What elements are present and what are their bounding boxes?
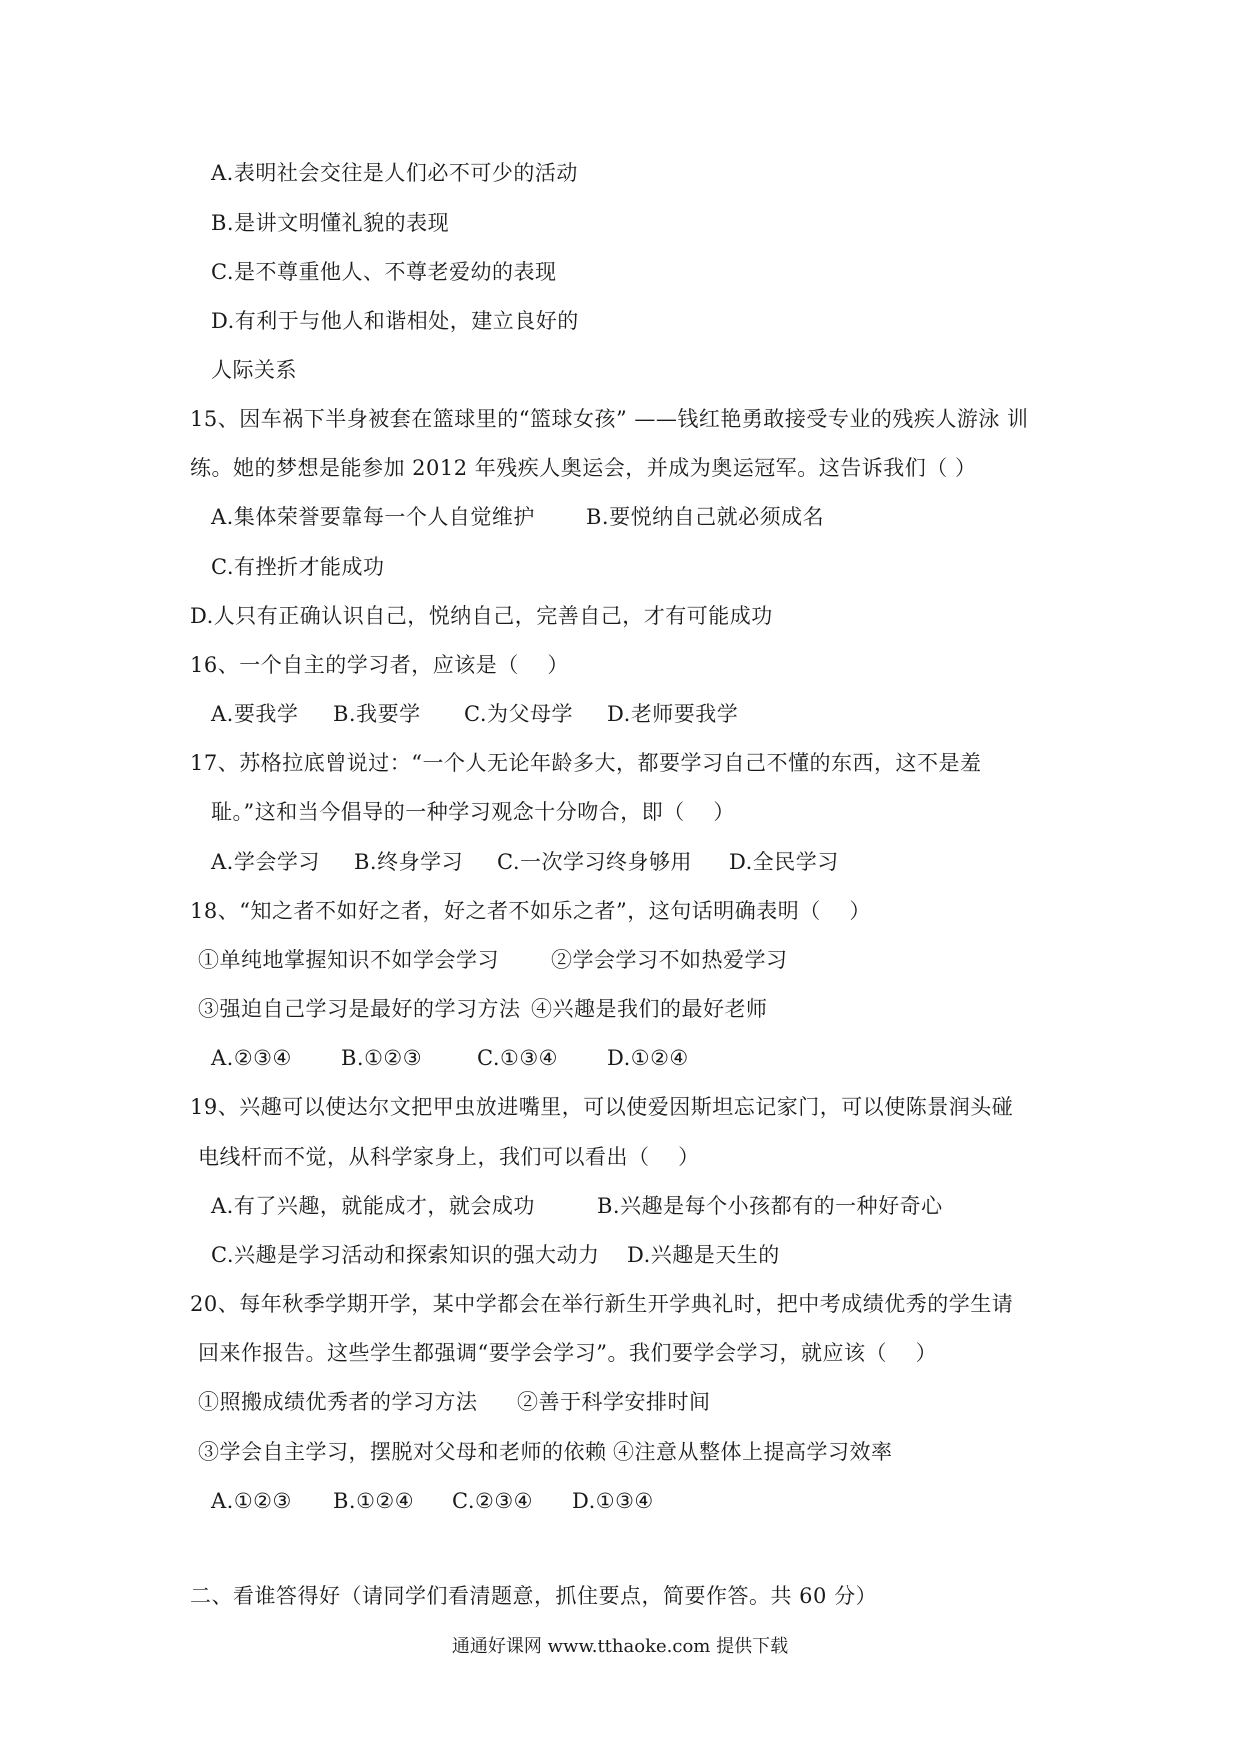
q19-stem-line1: 19、兴趣可以使达尔文把甲虫放进嘴里，可以使爱因斯坦忘记家门，可以使陈景润头碰 bbox=[190, 1095, 1014, 1119]
q18-statement-1: ①单纯地掌握知识不如学会学习 bbox=[198, 948, 499, 972]
q18-stem: 18、“知之者不如好之者，好之者不如乐之者”，这句话明确表明（ ） bbox=[190, 899, 871, 923]
q15-stem-line2: 练。她的梦想是能参加 2012 年残疾人奥运会，并成为奥运冠军。这告诉我们（ ） bbox=[190, 456, 977, 480]
q16-option-c: C.为父母学 bbox=[464, 702, 573, 726]
q14-option-d-continued: 人际关系 bbox=[211, 358, 297, 382]
q14-option-c: C.是不尊重他人、不尊老爱幼的表现 bbox=[211, 260, 557, 284]
q17-stem-line2: 耻。”这和当今倡导的一种学习观念十分吻合，即（ ） bbox=[211, 800, 735, 824]
q18-option-a: A.②③④ bbox=[211, 1046, 292, 1070]
q15-stem-line1: 15、因车祸下半身被套在篮球里的“篮球女孩” ——钱红艳勇敢接受专业的残疾人游泳 训 bbox=[190, 407, 1029, 431]
q20-option-b: B.①②④ bbox=[333, 1489, 415, 1513]
q15-option-d: D.人只有正确认识自己，悦纳自己，完善自己，才有可能成功 bbox=[190, 604, 773, 628]
q20-stem-line1: 20、每年秋季学期开学，某中学都会在举行新生开学典礼时，把中考成绩优秀的学生请 bbox=[190, 1292, 1014, 1316]
q18-option-c: C.①③④ bbox=[477, 1046, 558, 1070]
q19-option-b: B.兴趣是每个小孩都有的一种好奇心 bbox=[597, 1194, 943, 1218]
q16-stem: 16、一个自主的学习者，应该是（ ） bbox=[190, 653, 569, 677]
q17-option-b: B.终身学习 bbox=[354, 850, 464, 874]
q20-statement-3: ③学会自主学习，摆脱对父母和老师的依赖 bbox=[198, 1440, 607, 1464]
q17-option-a: A.学会学习 bbox=[211, 850, 320, 874]
q14-option-a: A.表明社会交往是人们必不可少的活动 bbox=[211, 161, 578, 185]
q20-option-a: A.①②③ bbox=[211, 1489, 292, 1513]
section-2-heading: 二、看谁答得好（请同学们看清题意，抓住要点，简要作答。共 60 分） bbox=[190, 1584, 878, 1608]
q20-option-c: C.②③④ bbox=[452, 1489, 533, 1513]
q16-option-b: B.我要学 bbox=[333, 702, 421, 726]
q16-option-a: A.要我学 bbox=[211, 702, 299, 726]
q15-option-c: C.有挫折才能成功 bbox=[211, 555, 385, 579]
q20-statement-2: ②善于科学安排时间 bbox=[517, 1390, 711, 1414]
q20-statement-1: ①照搬成绩优秀者的学习方法 bbox=[198, 1390, 478, 1414]
q15-option-b: B.要悦纳自己就必须成名 bbox=[586, 505, 825, 529]
q17-option-c: C.一次学习终身够用 bbox=[497, 850, 692, 874]
q18-statement-4: ④兴趣是我们的最好老师 bbox=[531, 997, 768, 1021]
q14-option-b: B.是讲文明懂礼貌的表现 bbox=[211, 211, 450, 235]
q18-option-b: B.①②③ bbox=[341, 1046, 423, 1070]
q16-option-d: D.老师要我学 bbox=[607, 702, 739, 726]
page-footer: 通通好课网 www.tthaoke.com 提供下载 bbox=[451, 1636, 789, 1657]
q14-option-d: D.有利于与他人和谐相处，建立良好的 bbox=[211, 309, 579, 333]
q15-option-a: A.集体荣誉要靠每一个人自觉维护 bbox=[211, 505, 535, 529]
q18-option-d: D.①②④ bbox=[607, 1046, 689, 1070]
q20-stem-line2: 回来作报告。这些学生都强调“要学会学习”。我们要学会学习，就应该（ ） bbox=[198, 1341, 938, 1365]
q18-statement-2: ②学会学习不如热爱学习 bbox=[551, 948, 788, 972]
q20-option-d: D.①③④ bbox=[572, 1489, 654, 1513]
q18-statement-3: ③强迫自己学习是最好的学习方法 bbox=[198, 997, 521, 1021]
q19-option-d: D.兴趣是天生的 bbox=[627, 1243, 780, 1267]
q17-stem-line1: 17、苏格拉底曾说过：“一个人无论年龄多大，都要学习自己不懂的东西，这不是羞 bbox=[190, 751, 982, 775]
q17-option-d: D.全民学习 bbox=[729, 850, 839, 874]
q19-stem-line2: 电线杆而不觉，从科学家身上，我们可以看出（ ） bbox=[198, 1145, 700, 1169]
q19-option-a: A.有了兴趣，就能成才，就会成功 bbox=[211, 1194, 535, 1218]
q19-option-c: C.兴趣是学习活动和探索知识的强大动力 bbox=[211, 1243, 600, 1267]
q20-statement-4: ④注意从整体上提高学习效率 bbox=[613, 1440, 893, 1464]
